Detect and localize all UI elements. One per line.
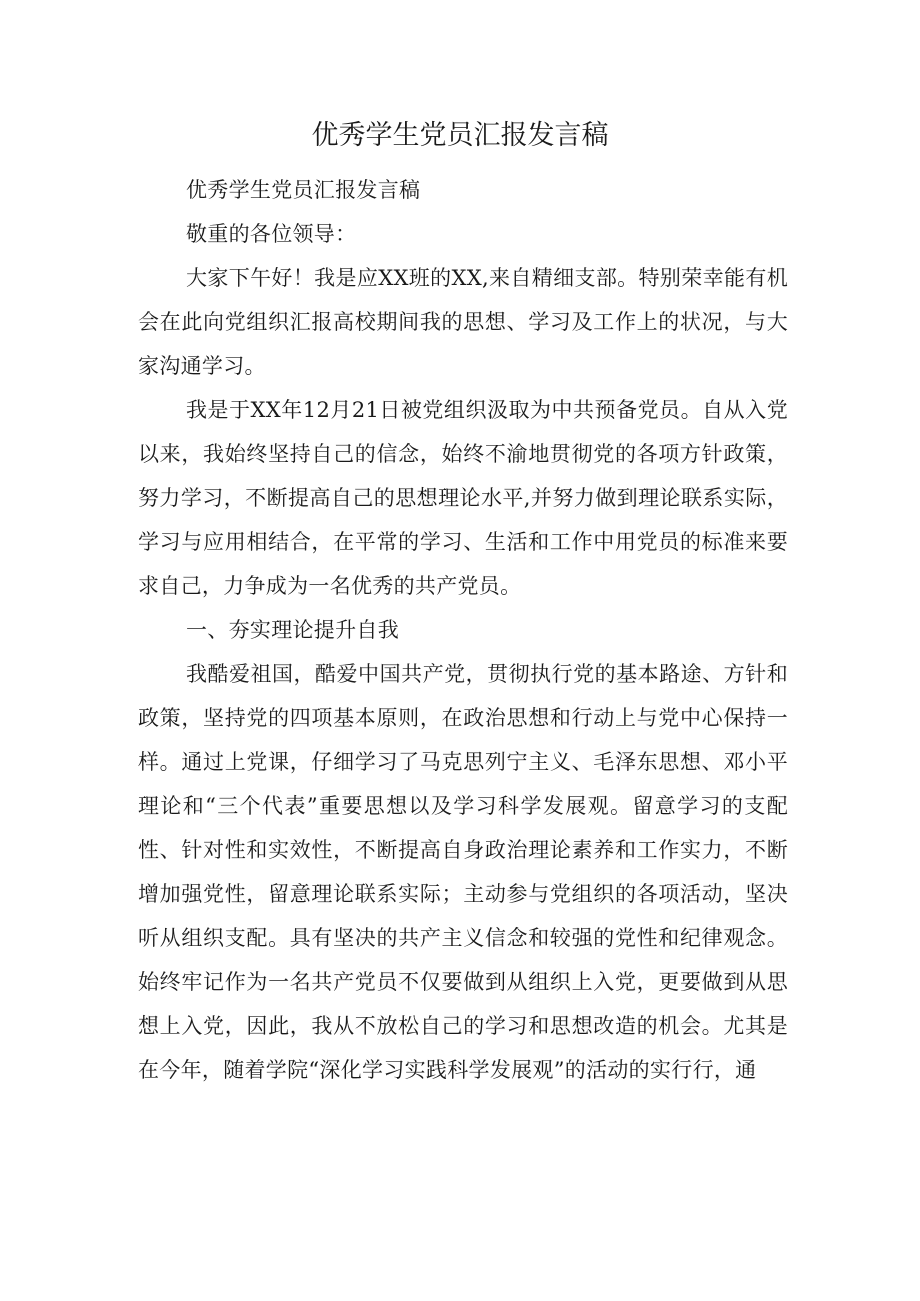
paragraph-subtitle: 优秀学生党员汇报发言稿	[186, 178, 421, 202]
paragraph-greeting: 大家下午好！我是应XX班的XX,来自精细支部。特别荣幸能有机会在此向党组织汇报高校期间我的思想、学习及工作上的状况，与大家沟通学习。	[138, 266, 788, 378]
paragraph-party-joining: 我是于XX年12月21日被党组织汲取为中共预备党员。自从入党以来，我始终坚持自己的信念，始终不渝地贯彻党的各项方针政策，努力学习，不断提高自己的思想理论水平,并努力做到理论联系实际，学习与应用相结合，在平常的学习、生活和工作中用党员的标准来要求自己，力争成为一名优秀的共产党员。	[138, 398, 788, 598]
document-title: 优秀学生党员汇报发言稿	[311, 120, 609, 151]
paragraph-salutation: 敬重的各位领导：	[186, 222, 357, 246]
paragraph-theory: 我酷爱祖国，酷爱中国共产党，贯彻执行党的基本路途、方针和政策，坚持党的四项基本原则，在政治思想和行动上与党中心保持一样。通过上党课，仔细学习了马克思列宁主义、毛泽东思想、邓小平理论和“三个代表”重要思想以及学习科学发展观。留意学习的支配性、针对性和实效性，不断提高自身政治理论素养和工作实力，不断增加强党性，留意理论联系实际；主动参与党组织的各项活动，坚决听从组织支配。具有坚决的共产主义信念和较强的党性和纪律观念。始终牢记作为一名共产党员不仅要做到从组织上入党，更要做到从思想上入党，因此，我从不放松自己的学习和思想改造的机会。尤其是在今年，随着学院“深化学习实践科学发展观”的活动的实行行，通	[138, 662, 788, 1082]
document-body	[138, 168, 788, 1092]
section-heading-theory: 一、夯实理论提升自我	[186, 618, 399, 642]
